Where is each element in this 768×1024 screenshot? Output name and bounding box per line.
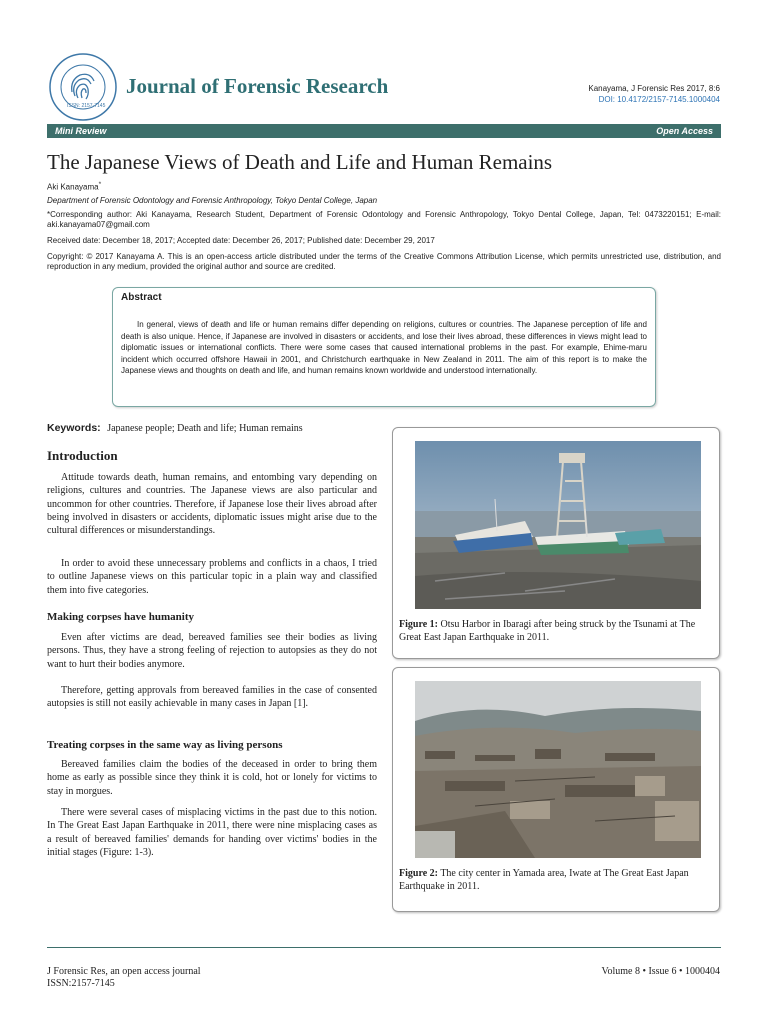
citation-block — [588, 83, 720, 105]
figure-2-label: Figure 2: — [399, 868, 438, 879]
abstract-box — [112, 287, 656, 407]
logo-issn: ISSN: 2157-7145 — [67, 103, 106, 109]
footer-volume: Volume 8 • Issue 6 • 1000404 — [601, 966, 720, 977]
humanity-paragraph-2: Therefore, getting approvals from bereaved families in the case of consented autopsies is still not easily achievable in many cases in Japan [1]. — [47, 685, 377, 710]
figure-2 — [392, 667, 720, 912]
article-title: The Japanese Views of Death and Life and Human Remains — [47, 150, 553, 174]
s2-heading-wrap — [47, 739, 377, 752]
open-access-label: Open Access — [656, 126, 713, 136]
humanity-paragraph-1: Even after victims are dead, bereaved families see their bodies as living persons. Thus, they have a strong feeling of rejection to autopsies as they do not want to hurt their bodies anymore. — [47, 632, 377, 670]
footer-issn: ISSN:2157-7145 — [47, 978, 115, 989]
section-heading-humanity: Making corpses have humanity — [47, 611, 194, 623]
intro-paragraph-1: Attitude towards death, human remains, and entombing vary depending on religions, cultures and countries. The Japanese views are also particular and uncommon for other countries. Therefore, if Japanese lose their lives abroad after being involved in disasters or accidents, diplomatic issues might arise due to the cultural differences or misunderstandings. — [47, 472, 377, 537]
abstract-text: In general, views of death and life or human remains differ depending on religions, cultures or countries. The Japanese perception of life and death is also unique. Hence, if Japanese are involved in disasters or accidents, and lose their lives abroad, these differences in views might lead to diplomatic issues or international conflicts. There were some cases that caused international problems in the past. For example, Ehime-maru incident which occurred offshore Hawaii in 2001, and Christchurch earthquake in New Zealand in 2011. The aim of this report is to make the Japanese views and thoughts on death and life, and human remains known worldwide and understood internationally. — [121, 320, 647, 376]
corresponding-author: *Corresponding author: Aki Kanayama, Research Student, Department of Forensic Odontology and Forensic Anthropology, Tokyo Dental College, Japan, Tel: 0473220151; E-mail: aki.kanayama07@gmail.com — [47, 210, 721, 229]
article-dates: Received date: December 18, 2017; Accepted date: December 26, 2017; Published date: December 29, 2017 — [47, 236, 435, 245]
s1-heading-wrap — [47, 611, 377, 624]
abstract-heading: Abstract — [121, 292, 162, 303]
intro-paragraph-2: In order to avoid these unnecessary problems and conflicts in a chaos, I tried to outline Japanese views on this particular topic in a plain way and classified them into five categories. — [47, 558, 377, 596]
article-type: Mini Review — [55, 126, 107, 136]
keywords — [47, 422, 303, 434]
author-line — [47, 180, 721, 193]
figure-1-caption-text: Otsu Harbor in Ibaragi after being struck by the Tsunami at The Great East Japan Earthquake in 2011. — [399, 619, 696, 643]
footer-journal: J Forensic Res, an open access journal — [47, 966, 201, 977]
figure-2-caption-text: The city center in Yamada area, Iwate at The Great East Japan Earthquake in 2011. — [399, 868, 689, 892]
living-paragraph-2: There were several cases of misplacing victims in the past due to this notion. In The Great East Japan Earthquake in 2011, there were nine misplacing cases as a result of bereaved families' demands for handing over victims' bodies in the initial stages (Figure: 1-3). — [47, 807, 377, 858]
intro-p1-wrap — [47, 471, 377, 537]
footer-left — [47, 966, 201, 990]
journal-title: Journal of Forensic Research — [126, 74, 389, 98]
intro-p2-wrap — [47, 557, 377, 597]
s2-p2-wrap — [47, 806, 377, 859]
figure-2-caption — [399, 867, 713, 893]
affiliation: Department of Forensic Odontology and Forensic Anthropology, Tokyo Dental College, Japan — [47, 196, 378, 205]
figure-1-caption — [399, 618, 713, 644]
figure-1-image — [415, 441, 701, 609]
living-paragraph-1: Bereaved families claim the bodies of the deceased in order to bring them home as early as possible since they think it is cold, hot or lonely for victims to stay in morgues. — [47, 759, 377, 797]
keywords-label: Keywords: — [47, 422, 101, 434]
keywords-text: Japanese people; Death and life; Human remains — [107, 423, 303, 434]
footer-divider — [47, 947, 721, 948]
figure-1 — [392, 427, 720, 659]
doi-link[interactable]: DOI: 10.4172/2157-7145.1000404 — [598, 95, 720, 104]
figure-1-label: Figure 1: — [399, 619, 438, 630]
figure-2-image — [415, 681, 701, 858]
citation: Kanayama, J Forensic Res 2017, 8:6 — [588, 84, 720, 93]
intro-heading-wrap — [47, 449, 377, 462]
article-type-band — [47, 124, 721, 138]
s1-p1-wrap — [47, 631, 377, 671]
journal-logo — [48, 52, 118, 122]
s1-p2-wrap — [47, 684, 377, 711]
intro-heading: Introduction — [47, 448, 118, 463]
s2-p1-wrap — [47, 758, 377, 798]
author-mark: * — [98, 181, 102, 188]
copyright: Copyright: © 2017 Kanayama A. This is an open-access article distributed under the terms of the Creative Commons Attribution License, which permits unrestricted use, distribution, and reproduction in any medium, provided the original author and source are credited. — [47, 252, 721, 271]
author-name: Aki Kanayama — [47, 182, 99, 192]
section-heading-living: Treating corpses in the same way as living persons — [47, 739, 283, 751]
